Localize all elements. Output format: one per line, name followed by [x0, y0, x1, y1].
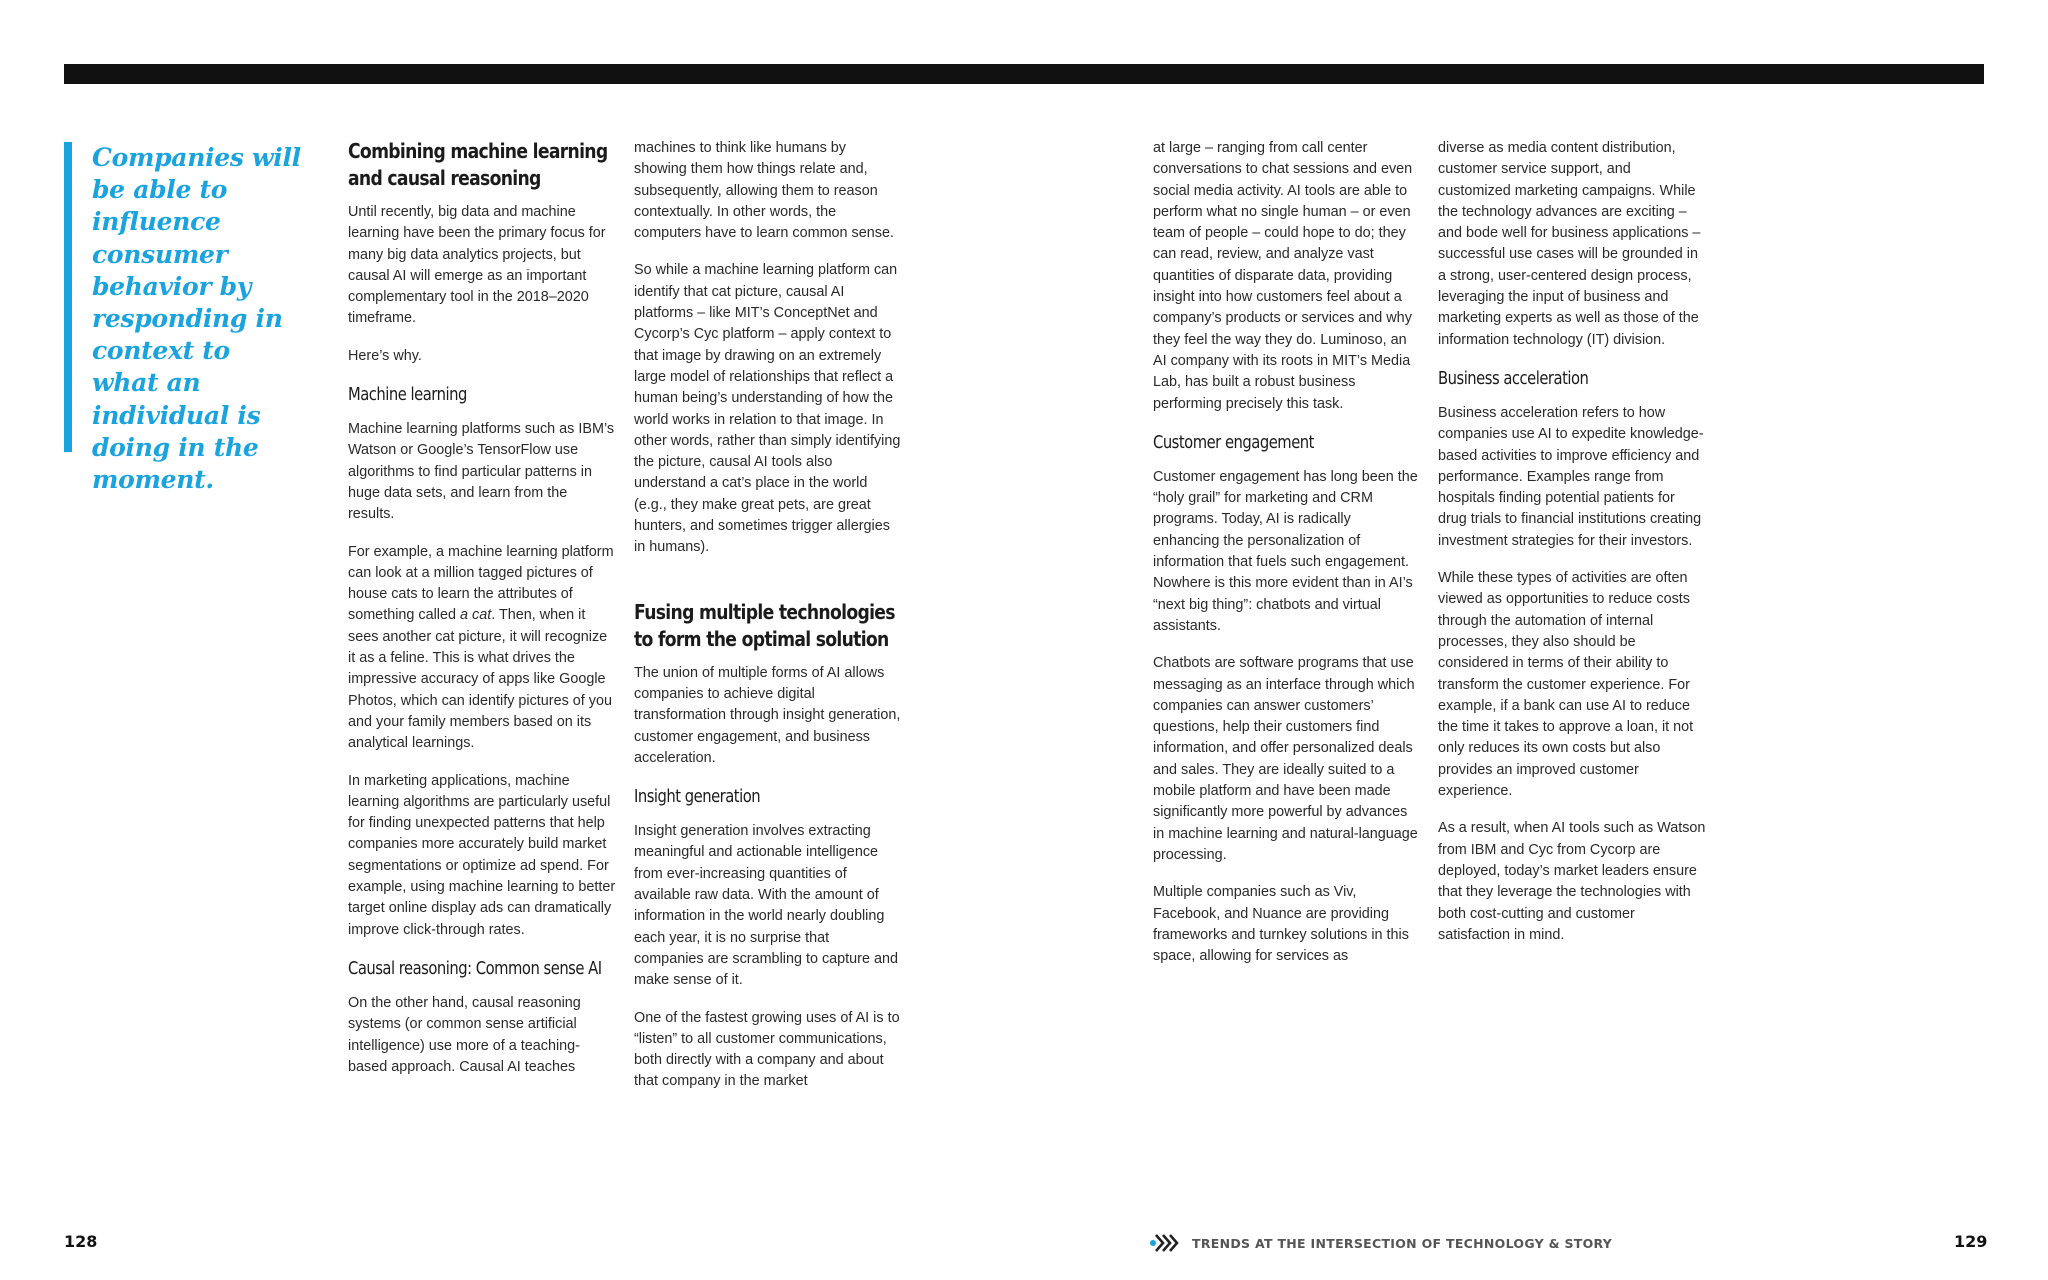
pull-quote: [64, 142, 304, 495]
paragraph-text: . Then, when it sees another cat picture, it will recognize it as a feline. This is what drives the impressive accuracy of apps like Google Photos, which can identify pictures of you and your family members based on its analytical learnings.: [348, 607, 612, 752]
paragraph: Business acceleration refers to how companies use AI to expedite knowledge-based activities to improve efficiency and performance. Examples range from hospitals finding potential patients for drug trials to financial institutions creating investment strategies for their investors.: [1438, 404, 1704, 549]
paragraph: at large – ranging from call center conversations to chat sessions and even social media activity. AI tools are able to perform what no single human – or even team of people – could hope to do; they can read, review, and analyze vast quantities of disparate data, providing insight into how customers feel about a company’s products or services and why they feel the way they do. Luminoso, an AI company with its roots in MIT’s Media Lab, has built a robust business performing precisely this task.: [1153, 140, 1413, 412]
paragraph: As a result, when AI tools such as Watson from IBM and Cyc from Cycorp are deployed, today’s market leaders ensure that they leverage the technologies with both cost-cutting and customer satisfaction in mind.: [1438, 820, 1706, 943]
paragraph: So while a machine learning platform can identify that cat picture, causal AI platforms – like MIT’s ConceptNet and Cycorp’s Cyc platform – apply context to that image by drawing on an extremely large model of relationships that reflect a human being’s understanding of how the world works in relation to that image. In other words, rather than simply identifying the picture, causal AI tools also understand a cat’s place in the world (e.g., they make great pets, are great hunters, and sometimes trigger allergies in humans).: [634, 262, 901, 556]
triple-chevron-icon: [1150, 1232, 1180, 1254]
paragraph-text: For example, a machine learning platform can look at a million tagged pictures of house cats to learn the attributes of something called: [348, 543, 614, 624]
column-3: [1153, 138, 1421, 983]
paragraph: Multiple companies such as Viv, Facebook, and Nuance are providing frameworks and turnkey solutions in this space, allowing for services as: [1153, 884, 1409, 965]
emphasis-text: a cat: [460, 607, 492, 624]
paragraph: Customer engagement has long been the “holy grail” for marketing and CRM programs. Today, AI is radically enhancing the personalization of information that fuels such engagement. Nowhere is this more evident than in AI’s “next big thing”: chatbots and virtual assistants.: [1153, 468, 1418, 634]
paragraph: Until recently, big data and machine learning have been the primary focus for many big data analytics projects, but causal AI will emerge as an important complementary tool in the 2018–2020 timeframe.: [348, 204, 606, 327]
paragraph: Insight generation involves extracting meaningful and actionable intelligence from ever-increasing quantities of available raw data. With the amount of information in the world nearly doubling each year, it is no surprise that companies are scrambling to capture and make sense of it.: [634, 823, 898, 989]
paragraph: diverse as media content distribution, customer service support, and customized marketing campaigns. While the technology advances are exciting – and bode well for business applications – successful use cases will be grounded in a strong, user-centered design process, leveraging the input of business and marketing experts as well as those of the information technology (IT) division.: [1438, 140, 1701, 348]
pull-quote-text: Companies will be able to influence consumer behavior by responding in context to what an individual is doing in the moment.: [92, 143, 301, 495]
column-4: [1438, 138, 1706, 962]
paragraph: Machine learning platforms such as IBM’s Watson or Google’s TensorFlow use algorithms to find particular patterns in huge data sets, and learn from the results.: [348, 421, 615, 523]
paragraph: On the other hand, causal reasoning systems (or common sense artificial intelligence) use more of a teaching-based approach. Causal AI teaches: [348, 994, 581, 1075]
paragraph: machines to think like humans by showing them how things relate and, subsequently, allowing them to reason contextually. In other words, the computers have to learn common sense.: [634, 140, 894, 242]
paragraph: While these types of activities are often viewed as opportunities to reduce costs through the automation of internal processes, they also should be considered in terms of their ability to transform the customer experience. For example, if a bank can use AI to reduce the time it takes to approve a loan, it not only reduces its own costs but also provides an improved customer experience.: [1438, 570, 1694, 800]
section-heading-fusing: Fusing multiple technologies to form the optimal solution: [634, 599, 895, 651]
top-rule-bar: [64, 64, 1984, 84]
page-number-right: 129: [1954, 1232, 1988, 1251]
subheading-insight-generation: Insight generation: [634, 786, 761, 808]
paragraph: The union of multiple forms of AI allows companies to achieve digital transformation through insight generation, customer engagement, and business acceleration.: [634, 664, 901, 766]
paragraph: [348, 542, 616, 755]
paragraph: One of the fastest growing uses of AI is to “listen” to all customer communications, both directly with a company and about that company in the market: [634, 1009, 900, 1090]
subheading-machine-learning: Machine learning: [348, 384, 467, 406]
subheading-causal-reasoning: Causal reasoning: Common sense AI: [348, 957, 602, 979]
paragraph: In marketing applications, machine learning algorithms are particularly useful for finding unexpected patterns that help companies more accurately build market segmentations or optimize ad spend. For example, using machine learning to better target online display ads can dramatically improve click-through rates.: [348, 772, 616, 938]
column-1: [348, 138, 616, 1094]
subheading-business-acceleration: Business acceleration: [1438, 367, 1589, 389]
subheading-customer-engagement: Customer engagement: [1153, 431, 1314, 453]
page-number-left: 128: [64, 1232, 98, 1251]
paragraph: Here’s why.: [348, 347, 422, 364]
paragraph: Chatbots are software programs that use messaging as an interface through which companies can answer customers’ questions, help their customers find information, and offer personalized deals and sales. They are ideally suited to a mobile platform and have been made significantly more powerful by advances in machine learning and natural-language processing.: [1153, 655, 1418, 863]
running-title: TRENDS AT THE INTERSECTION OF TECHNOLOGY & STORY: [1192, 1235, 1613, 1251]
running-footer: [1150, 1230, 1612, 1256]
column-2: [634, 138, 902, 1109]
section-heading-combining: Combining machine learning and causal reasoning: [348, 139, 608, 190]
